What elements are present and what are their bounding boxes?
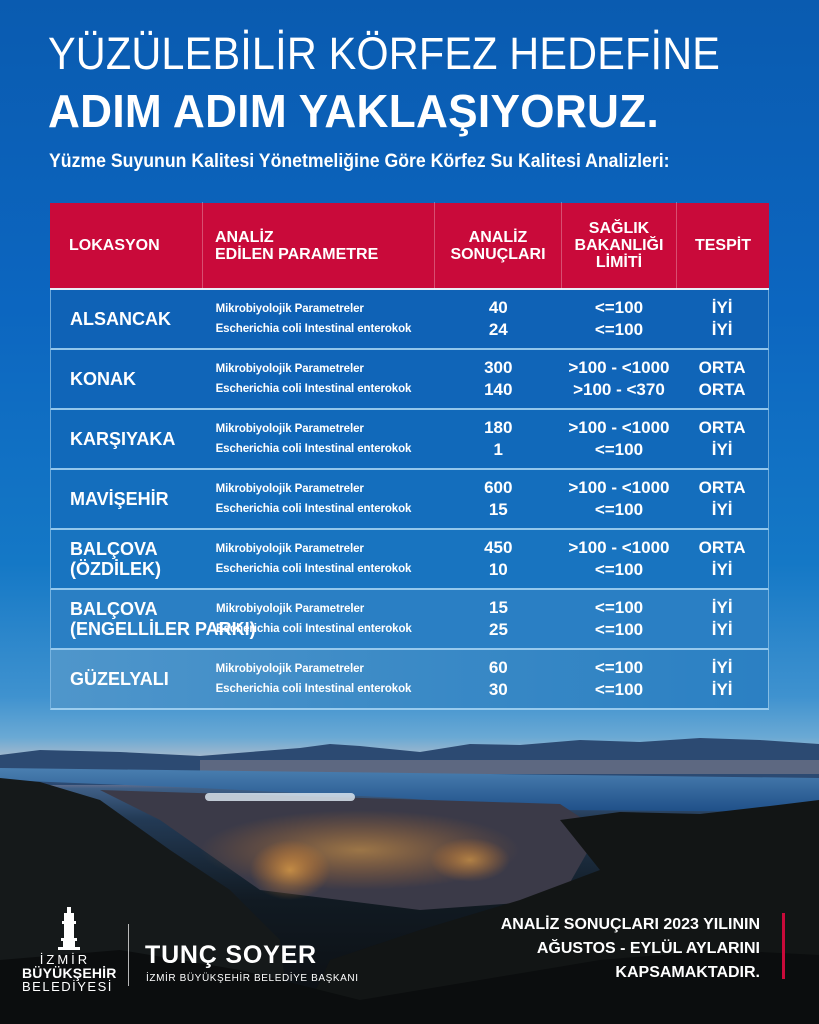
finding-cell — [676, 477, 768, 521]
location-name: KARŞIYAKA — [70, 429, 176, 449]
finding-cell — [676, 597, 768, 641]
table-row — [50, 410, 769, 470]
location-name: MAVİŞEHİR — [70, 489, 169, 509]
result-value: 450 — [484, 538, 513, 557]
limit-value: >100 - <1000 — [568, 538, 670, 557]
note-line-2: AĞUSTOS - EYLÜL AYLARINI — [536, 940, 760, 957]
parameter-cell — [204, 359, 435, 399]
result-cell — [435, 417, 562, 461]
finding-cell — [676, 357, 768, 401]
table-row — [50, 470, 769, 530]
result-value: 300 — [484, 358, 513, 377]
table-row — [50, 650, 769, 710]
column-header-parameter-line1: ANALİZ — [215, 228, 274, 246]
location-cell — [51, 669, 204, 689]
column-header-limit-line1: SAĞLIK — [588, 220, 650, 237]
parameter-cell — [204, 659, 435, 699]
result-cell — [435, 657, 562, 701]
stadium — [205, 793, 355, 801]
location-cell — [51, 429, 204, 449]
limit-value: <=100 — [594, 320, 644, 339]
result-value: 24 — [488, 320, 508, 339]
table-row — [50, 530, 769, 590]
footer-divider — [128, 924, 129, 986]
limit-cell — [562, 657, 677, 701]
parameter-cell — [204, 479, 435, 519]
column-header-parameter — [203, 202, 435, 289]
parameter-microbiological: Mikrobiyolojik Parametreler — [215, 303, 364, 315]
logo-line-1: İZMİR — [39, 952, 91, 967]
column-header-results — [435, 202, 562, 289]
parameter-ecoli-enterococcus: Escherichia coli Intestinal enterokok — [215, 383, 412, 395]
parameter-microbiological: Mikrobiyolojik Parametreler — [215, 663, 364, 675]
limit-value: <=100 — [594, 658, 644, 677]
finding-cell — [676, 537, 768, 581]
location-cell — [51, 309, 204, 329]
parameter-cell — [204, 299, 435, 339]
headline-line-2: ADIM ADIM YAKLAŞIYORUZ. — [48, 85, 660, 137]
result-cell — [435, 477, 562, 521]
finding-value: ORTA — [698, 478, 746, 497]
finding-value: ORTA — [698, 538, 746, 557]
column-header-limit-line3: LİMİTİ — [595, 254, 643, 271]
result-value: 40 — [488, 298, 508, 317]
result-value: 600 — [484, 478, 513, 497]
result-value: 1 — [493, 440, 504, 459]
limit-value: <=100 — [594, 598, 644, 617]
table-row — [50, 590, 769, 650]
table-header — [50, 203, 769, 290]
limit-cell — [562, 477, 677, 521]
finding-value: İYİ — [711, 560, 733, 579]
limit-cell — [562, 597, 677, 641]
finding-value: İYİ — [711, 500, 733, 519]
column-header-location-label: LOKASYON — [69, 237, 160, 254]
column-header-results-line2: SONUÇLARI — [450, 245, 546, 263]
note-line-1: ANALİZ SONUÇLARI 2023 YILININ — [500, 916, 760, 933]
column-header-finding-label: TESPİT — [694, 237, 751, 254]
finding-value: İYİ — [711, 658, 733, 677]
mayor-name: TUNÇ SOYER — [145, 941, 317, 969]
location-name: KONAK — [70, 369, 136, 389]
limit-value: <=100 — [594, 500, 644, 519]
limit-value: >100 - <370 — [573, 380, 665, 399]
parameter-microbiological: Mikrobiyolojik Parametreler — [215, 543, 364, 555]
result-cell — [435, 357, 562, 401]
headline-line-1: YÜZÜLEBİLİR KÖRFEZ HEDEFİNE — [48, 28, 721, 79]
parameter-cell — [204, 419, 435, 459]
finding-value: İYİ — [711, 320, 733, 339]
parameter-cell — [204, 539, 435, 579]
result-value: 10 — [488, 560, 508, 579]
limit-value: <=100 — [594, 440, 644, 459]
logo-line-3: BELEDİYESİ — [22, 979, 113, 994]
parameter-ecoli-enterococcus: Escherichia coli Intestinal enterokok — [215, 443, 412, 455]
finding-cell — [676, 417, 768, 461]
finding-value: ORTA — [698, 380, 746, 399]
column-header-limit-line2: BAKANLIĞI — [574, 237, 664, 254]
result-value: 140 — [484, 380, 513, 399]
location-subname: (ENGELLİLER PARKI) — [70, 619, 256, 639]
finding-value: İYİ — [711, 598, 733, 617]
limit-value: <=100 — [594, 560, 644, 579]
parameter-ecoli-enterococcus: Escherichia coli Intestinal enterokok — [215, 683, 412, 695]
finding-value: İYİ — [711, 680, 733, 699]
result-value: 60 — [488, 658, 508, 677]
limit-value: <=100 — [594, 680, 644, 699]
result-cell — [435, 297, 562, 341]
parameter-ecoli-enterococcus: Escherichia coli Intestinal enterokok — [216, 623, 412, 635]
limit-value: >100 - <1000 — [568, 358, 670, 377]
limit-value: >100 - <1000 — [568, 478, 670, 497]
table-row — [50, 350, 769, 410]
limit-value: >100 - <1000 — [568, 418, 670, 437]
parameter-cell — [204, 599, 435, 639]
result-value: 30 — [488, 680, 508, 699]
parameter-microbiological: Mikrobiyolojik Parametreler — [216, 603, 365, 615]
column-header-parameter-line2: EDİLEN PARAMETRE — [215, 245, 379, 263]
location-cell — [51, 539, 204, 579]
parameter-ecoli-enterococcus: Escherichia coli Intestinal enterokok — [215, 563, 412, 575]
limit-cell — [562, 537, 677, 581]
location-cell — [51, 599, 256, 639]
result-value: 15 — [489, 598, 508, 617]
column-header-finding — [677, 202, 769, 289]
date-range-note — [430, 913, 760, 985]
parameter-ecoli-enterococcus: Escherichia coli Intestinal enterokok — [215, 503, 412, 515]
column-header-limit — [562, 202, 677, 289]
result-value: 180 — [484, 418, 513, 437]
column-header-location — [50, 202, 203, 289]
subtitle: Yüzme Suyunun Kalitesi Yönetmeliğine Göre Körfez Su Kalitesi Analizleri: — [49, 151, 670, 172]
location-subname: (ÖZDİLEK) — [70, 559, 161, 579]
location-name: BALÇOVA — [70, 599, 158, 619]
mayor-title: İZMİR BÜYÜKŞEHİR BELEDİYE BAŞKANI — [146, 973, 359, 984]
finding-cell — [676, 657, 768, 701]
result-value: 25 — [489, 620, 508, 639]
limit-value: <=100 — [594, 298, 644, 317]
result-cell — [435, 537, 562, 581]
location-name: GÜZELYALI — [70, 669, 169, 689]
location-name: ALSANCAK — [70, 309, 171, 329]
table-body — [50, 290, 769, 710]
location-cell — [51, 489, 204, 509]
note-line-3: KAPSAMAKTADIR. — [615, 964, 760, 981]
table-row — [50, 290, 769, 350]
finding-value: İYİ — [711, 620, 733, 639]
parameter-microbiological: Mikrobiyolojik Parametreler — [215, 363, 364, 375]
location-name: BALÇOVA — [70, 539, 158, 559]
column-header-results-line1: ANALİZ — [468, 228, 528, 246]
limit-cell — [562, 417, 677, 461]
limit-cell — [562, 357, 677, 401]
result-cell — [435, 597, 562, 641]
finding-value: İYİ — [711, 440, 733, 459]
result-value: 15 — [488, 500, 508, 519]
finding-value: ORTA — [698, 418, 746, 437]
municipality-logo-text — [22, 952, 117, 994]
accent-bar — [782, 913, 785, 979]
finding-cell — [676, 297, 768, 341]
parameter-microbiological: Mikrobiyolojik Parametreler — [215, 483, 364, 495]
limit-cell — [562, 297, 677, 341]
logo-line-2: BÜYÜKŞEHİR — [22, 965, 117, 981]
finding-value: İYİ — [711, 298, 733, 317]
parameter-microbiological: Mikrobiyolojik Parametreler — [215, 423, 364, 435]
parameter-ecoli-enterococcus: Escherichia coli Intestinal enterokok — [215, 323, 412, 335]
finding-value: ORTA — [698, 358, 746, 377]
water-quality-table — [50, 203, 769, 710]
limit-value: <=100 — [594, 620, 644, 639]
location-cell — [51, 369, 204, 389]
